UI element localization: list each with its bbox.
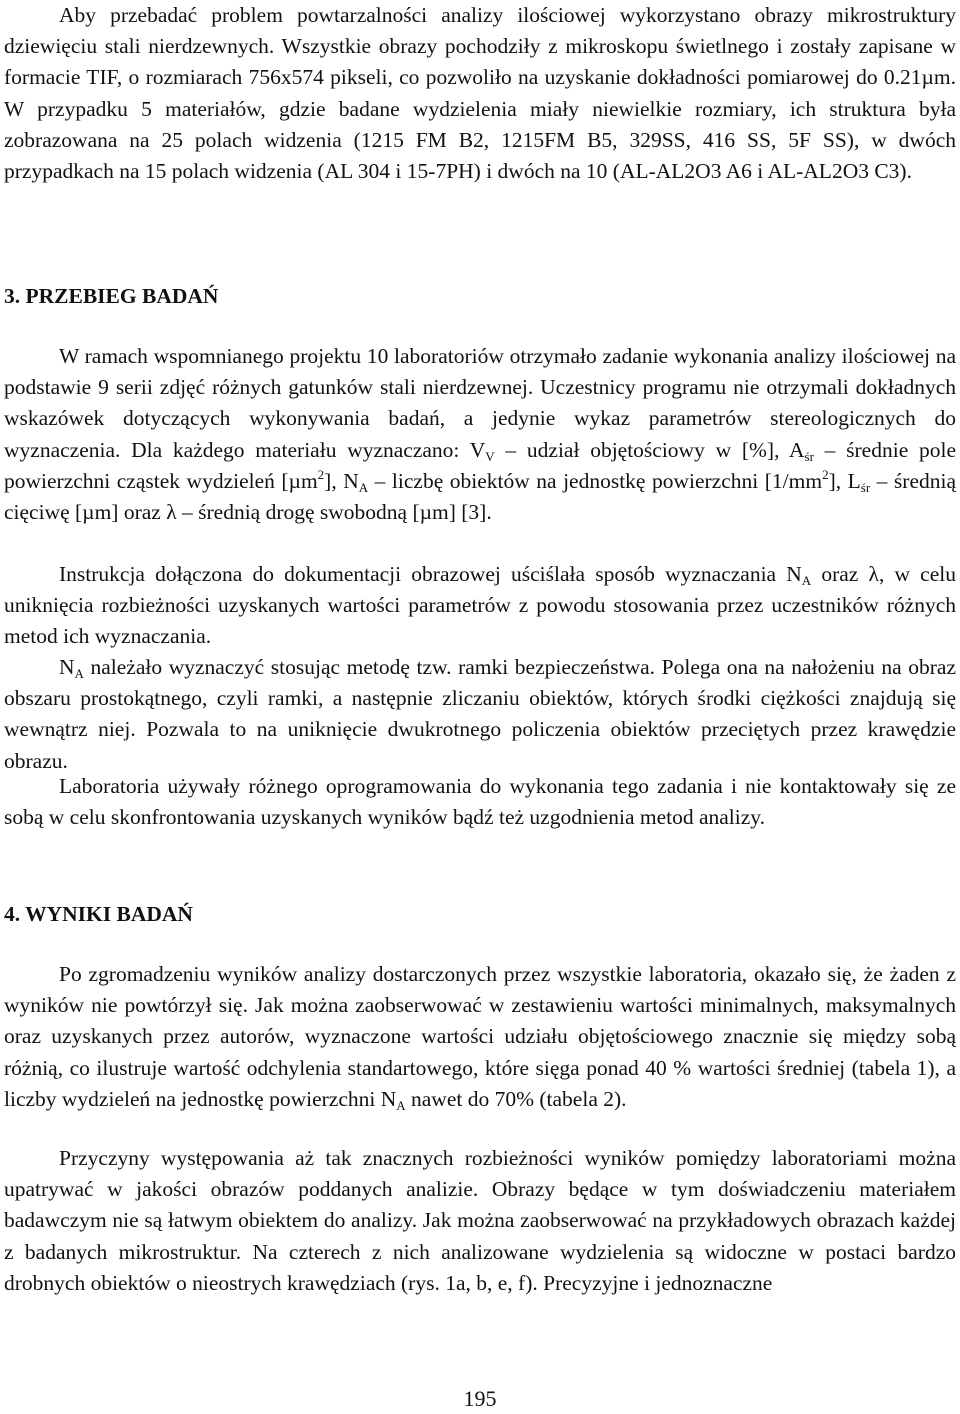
section-heading-wyniki: 4. WYNIKI BADAŃ — [4, 902, 193, 926]
paragraph-wyniki: Po zgromadzeniu wyników analizy dostarczonych przez wszystkie laboratoria, okazało się, że żaden z wyników nie powtórzył się. Jak można zaobserwować w zestawieniu wartości minimalnych, maksymalnych oraz uzyskanych przez autorów, wyznaczone wartości udziału objętościowego znacznie się między sobą różnią, co ilustruje wartość odchylenia standartowego, które sięga ponad 40 % wartości średniej (tabela 1), a liczby wydzieleń na jednostkę powierzchni $N_A$ nawet do 70% (tabela 2). — [4, 962, 956, 1113]
paragraph-przyczyny: Przyczyny występowania aż tak znacznych rozbieżności wyników pomiędzy laboratoriami można upatrywać w jakości obrazów poddanych analizie. Obrazy będące w tym doświadczeniu materiałem badawczym nie są łatwym obiektem do analizy. Jak można zaobserwować na przykładowych obrazach każdej z badanych mikrostruktur. Na czterech z nich analizowane wydzielenia są widoczne w postaci bardzo drobnych obiektów o nieostrych krawędziach (rys. 1a, b, e, f). Precyzyjne i jednoznaczne — [4, 1146, 956, 1295]
paragraph-materials: Aby przebadać problem powtarzalności analizy ilościowej wykorzystano obrazy mikrostruktury dziewięciu stali nierdzewnych. Wszystkie obrazy pochodziły z mikroskopu świetlnego i zostały zapisane w formacie TIF, o rozmiarach 756x574 pikseli, co pozwoliło na uzyskanie dokładności pomiarowej do 0.21µm. W przypadku 5 materiałów, gdzie badane wydzielenia miały niewielkie rozmiary, ich struktura była zobrazowana na 25 polach widzenia (1215 FM B2, 1215FM B5, 329SS, 416 SS, 5F SS), w dwóch przypadkach na 15 polach widzenia (AL 304 i 15-7PH) i dwóch na 10 (AL-AL2O3 A6 i AL-AL2O3 C3). — [4, 3, 956, 184]
paragraph-przebieg: W ramach wspomnianego projektu 10 laboratoriów otrzymało zadanie wykonania analizy ilościowej na podstawie 9 serii zdjęć różnych gatunków stali nierdzewnej. Uczestnicy programu nie otrzymali dokładnych wskazówek dotyczących wykonywania badań, a jedynie wykaz parametrów stereologicznych do wyznaczenia. Dla każdego materiału wyznaczano: $V_V$ – udział objętościowy w [%], $A_{śr}$ – średnie pole powierzchni cząstek wydzieleń [µm$^2$], $N_A$ – liczbę obiektów na jednostkę powierzchni $[1/mm^2]$, $L_{śr}$ – średnią cięciwę [µm] oraz λ – średnią drogę swobodną [µm] [3]. — [4, 344, 957, 525]
section-heading-przebieg: 3. PRZEBIEG BADAŃ — [4, 284, 219, 308]
paragraph-oprogramowanie: Laboratoria używały różnego oprogramowania do wykonania tego zadania i nie kontaktowały się ze sobą w celu skonfrontowania uzyskanych wyników bądź też uzgodnienia metod analizy. — [4, 774, 956, 830]
paragraph-ramka: $N_A$ należało wyznaczyć stosując metodę tzw. ramki bezpieczeństwa. Polega ona na nałożeniu na obraz obszaru prostokątnego, czyli ramki, a następnie zliczaniu obiektów, których środki ciężkości znajdują się wewnątrz niej. Pozwala to na uniknięcie dwukrotnego policzenia obiektów przeciętych przez krawędzie obrazu. — [4, 655, 956, 773]
page-number: 195 — [463, 1386, 497, 1411]
paragraph-instrukcja: Instrukcja dołączona do dokumentacji obrazowej uściślała sposób wyznaczania $N_A$ oraz λ, w celu uniknięcia rozbieżności uzyskanych wartości parametrów z powodu stosowania przez uczestników różnych metod ich wyznaczania. — [4, 562, 956, 649]
